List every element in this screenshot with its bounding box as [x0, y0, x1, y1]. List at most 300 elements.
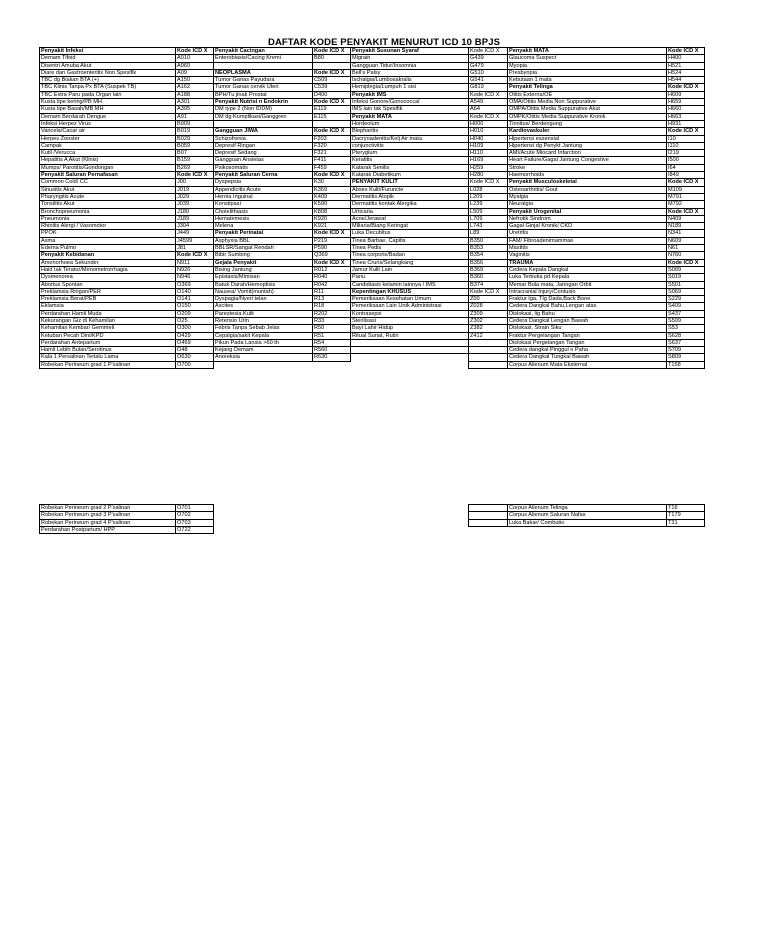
table-row [469, 77, 705, 84]
disease-name-cell [214, 62, 313, 69]
disease-name-cell: Cholelithiasis [214, 208, 313, 215]
table-row [214, 91, 351, 98]
section-header-row [214, 259, 351, 266]
disease-name-cell: Kode ICD X [469, 91, 508, 98]
disease-name-cell: Stroke [508, 164, 667, 171]
table-row [351, 128, 469, 135]
table-row [351, 317, 469, 324]
table-row [351, 332, 469, 339]
disease-name-cell: Penyakit Kebidanan [40, 252, 176, 259]
table-row [351, 215, 469, 222]
icd-code-cell: O300 [176, 325, 214, 332]
disease-name-cell: Jamur Kulit Lain [351, 266, 469, 273]
disease-name-cell: Campak [40, 142, 176, 149]
disease-name-cell: G541 [469, 77, 508, 84]
disease-name-cell: Bising Jantung [214, 266, 313, 273]
table-row [214, 296, 351, 303]
table-row [214, 186, 351, 193]
icd-code-cell: Kode ICD X [313, 259, 351, 266]
icd-code-cell: S809 [667, 354, 705, 361]
table-row [469, 296, 705, 303]
table-row [351, 252, 469, 259]
table-row [469, 142, 705, 149]
icd-code-cell: S509 [667, 317, 705, 324]
table-row [351, 135, 469, 142]
disease-name-cell: Pikun Pada Lansia >60 th [214, 339, 313, 346]
disease-name-cell: Gagal Ginjal Kronik/ CKD [508, 223, 667, 230]
table-row [469, 62, 705, 69]
icd-code-cell: F203 [313, 135, 351, 142]
icd-code-cell: B269 [176, 164, 214, 171]
table-row [214, 157, 351, 164]
table-row [40, 266, 214, 273]
disease-name-cell [351, 339, 469, 346]
disease-name-cell: Hipertensi essensial [508, 135, 667, 142]
disease-name-cell: G819 [469, 84, 508, 91]
table-row [214, 193, 351, 200]
disease-name-cell: TBC Klinis Tanpa Px BTA (Suspek TB) [40, 84, 176, 91]
disease-name-cell: L028 [469, 186, 508, 193]
table-row [40, 303, 214, 310]
disease-name-cell: Panu [351, 274, 469, 281]
icd-code-cell: O630 [176, 354, 214, 361]
disease-name-cell: Tinea Pedis [351, 245, 469, 252]
disease-name-cell: Eklamsia [40, 303, 176, 310]
icd-code-cell: O25 [176, 317, 214, 324]
disease-name-cell: Perdarahan Hamil Muda [40, 310, 176, 317]
disease-name-cell: Kode ICD X [469, 179, 508, 186]
icd-code-cell: S229 [667, 296, 705, 303]
disease-name-cell: Gangguan JIWA [214, 128, 313, 135]
section-header-row [214, 69, 351, 76]
table-row [40, 84, 214, 91]
section-header-row [469, 208, 705, 215]
icd-code-cell: M791 [667, 193, 705, 200]
icd-code-cell: E115 [313, 113, 351, 120]
table-row [40, 55, 214, 62]
icd-code-cell: N926 [176, 266, 214, 273]
table-row [214, 150, 351, 157]
table-row [214, 142, 351, 149]
disease-name-cell: B356 [469, 259, 508, 266]
table-row [469, 325, 705, 332]
table-row [214, 274, 351, 281]
table-row [351, 310, 469, 317]
icd-code-cell: F320 [313, 142, 351, 149]
table-row [40, 164, 214, 171]
disease-name-cell: Dislokasi Pergelangan Tangan [508, 339, 667, 346]
icd-code-cell: S53 [667, 325, 705, 332]
disease-name-cell: Perdarahan Antepartum [40, 339, 176, 346]
icd-code-cell: Kode ICD X [176, 48, 214, 55]
disease-name-cell: Appendicitis Acute [214, 186, 313, 193]
disease-name-cell: Ischalgia/Lumbosakralis [351, 77, 469, 84]
table-row [351, 296, 469, 303]
disease-name-cell: H000 [469, 120, 508, 127]
disease-name-cell: Epistaxis/Mimisan [214, 274, 313, 281]
disease-name-cell: Gangguan Tidur/Insomnia [351, 62, 469, 69]
table-row [469, 69, 705, 76]
icd-code-cell: Kode ICD X [667, 128, 705, 135]
icd-code-cell: T16 [667, 505, 705, 512]
disease-name-cell: L89 [469, 230, 508, 237]
table-row [40, 317, 214, 324]
disease-name-cell: Kekurangan Giz di Kehamilan [40, 317, 176, 324]
icd-code-cell: J449 [176, 230, 214, 237]
disease-name-cell: Penyakit Cacingan [214, 48, 313, 55]
table-row [40, 361, 214, 368]
disease-name-cell: Uretritis [508, 230, 667, 237]
icd-code-cell: R51 [313, 332, 351, 339]
table-row [351, 157, 469, 164]
disease-name-cell: Retensio Urin [214, 317, 313, 324]
icd-code-cell: C509 [313, 77, 351, 84]
disease-name-cell: Haemorrhoids [508, 172, 667, 179]
table-row [40, 296, 214, 303]
disease-name-cell: Myopia [508, 62, 667, 69]
disease-name-cell: Luka Bakar/ Combutio [508, 519, 667, 526]
disease-name-cell: Cedera Kepala Dangkal [508, 266, 667, 273]
section-header-row [469, 48, 705, 55]
table-row [469, 150, 705, 157]
disease-name-cell: BBLSR/Sangat Rendah [214, 245, 313, 252]
disease-name-cell: H259 [469, 164, 508, 171]
disease-name-cell: H010 [469, 128, 508, 135]
icd-code-cell: Kode ICD X [667, 208, 705, 215]
disease-name-cell: Disentri Amuba Akut [40, 62, 176, 69]
table-row [351, 274, 469, 281]
table-row [214, 55, 351, 62]
table-row [214, 303, 351, 310]
disease-name-cell: Herpes Zooster [40, 135, 176, 142]
disease-name-cell: Intracranial Injury/Contusio [508, 288, 667, 295]
disease-name-cell: Cedera dangkal Pinggul n Paha [508, 347, 667, 354]
icd-code-cell: J189 [176, 215, 214, 222]
disease-name-cell: Penyakit Nutrisi n Endokrin [214, 99, 313, 106]
table-row [214, 317, 351, 324]
disease-name-cell: Tonsilitis Akut [40, 201, 176, 208]
disease-name-cell: Preklamsia Berat/PEB [40, 296, 176, 303]
table-row [40, 274, 214, 281]
table-row [214, 208, 351, 215]
icd-code-cell: Kode ICD X [667, 84, 705, 91]
table-row [351, 120, 469, 127]
disease-name-cell: Penyakit Telinga [508, 84, 667, 91]
disease-name-cell: H109 [469, 142, 508, 149]
icd-code-cell: N911 [176, 259, 214, 266]
disease-name-cell: TBC dg Biakan BTA (+) [40, 77, 176, 84]
icd-code-cell: H931 [667, 120, 705, 127]
icd-code-cell: M109 [667, 186, 705, 193]
table-row [469, 135, 705, 142]
icd-code-cell: T31 [667, 519, 705, 526]
table-row [469, 193, 705, 200]
table-row [351, 172, 469, 179]
disease-name-cell: Mumps/ Parotitis/Gondongan [40, 164, 176, 171]
icd-code-cell: F411 [313, 157, 351, 164]
disease-name-cell: Konstipasi [214, 201, 313, 208]
icd-code-cell: O703 [176, 519, 214, 526]
disease-name-cell: L209 [469, 193, 508, 200]
disease-name-cell: Asphyxia BBL [214, 237, 313, 244]
icd-code-cell: A188 [176, 91, 214, 98]
disease-name-cell: B374 [469, 281, 508, 288]
disease-name-cell: Hemiplegia/Lumpuh 1 sisi [351, 84, 469, 91]
icd-code-cell: S409 [667, 303, 705, 310]
table-row [469, 361, 705, 368]
icd-code-cell: I110 [667, 142, 705, 149]
disease-name-cell: TRAUMA [508, 259, 667, 266]
section-header-row [351, 288, 469, 295]
table-row [40, 332, 214, 339]
icd-code-cell: O722 [176, 526, 214, 533]
disease-name-cell [469, 519, 508, 526]
disease-name-cell: Kode ICD X [469, 48, 508, 55]
disease-name-cell: Psikosomatis [214, 164, 313, 171]
column-4-table [468, 47, 705, 369]
icd-code-cell: S437 [667, 310, 705, 317]
icd-code-cell: J029 [176, 193, 214, 200]
disease-name-cell: Robekan Perineum grad 2 P'salinan [40, 505, 176, 512]
icd-code-cell: R202 [313, 310, 351, 317]
icd-code-cell: J180 [176, 208, 214, 215]
icd-code-cell: R18 [313, 303, 351, 310]
column-1-table [39, 47, 214, 369]
disease-name-cell: H169 [469, 157, 508, 164]
table-row [351, 69, 469, 76]
disease-name-cell: H040 [469, 135, 508, 142]
disease-name-cell: Haid tak Teratur/Menometrorrhagia [40, 266, 176, 273]
section-header-row [351, 91, 469, 98]
disease-name-cell: Keratitis [351, 157, 469, 164]
table-row [214, 215, 351, 222]
table-row [40, 128, 214, 135]
icd-code-cell: M792 [667, 201, 705, 208]
disease-name-cell: Tinea corporis/Badan [351, 252, 469, 259]
disease-name-cell [351, 347, 469, 354]
table-row [351, 208, 469, 215]
icd-code-cell: Kode ICD X [667, 259, 705, 266]
section-header-row [214, 230, 351, 237]
disease-name-cell: Tumor Ganas Payudara [214, 77, 313, 84]
disease-name-cell: Perdarahan Postpartum/ HPP [40, 526, 176, 533]
disease-name-cell: Enterobiasis/Cacing Kremi [214, 55, 313, 62]
disease-name-cell [469, 347, 508, 354]
icd-code-cell: S009 [667, 266, 705, 273]
table-row [214, 201, 351, 208]
icd-code-cell: N61 [667, 245, 705, 252]
disease-name-cell: PENYAKIT KULIT [351, 179, 469, 186]
icd-code-cell: J019 [176, 186, 214, 193]
disease-name-cell: Hipertensi dg Penykt Jantung [508, 142, 667, 149]
icd-code-cell: H400 [667, 55, 705, 62]
disease-name-cell: Bayi Lahir Hidup [351, 325, 469, 332]
disease-name-cell: Corpus Alienum Telinga [508, 505, 667, 512]
table-row [351, 237, 469, 244]
icd-code-cell: O429 [176, 332, 214, 339]
disease-name-cell: Robekan Perineum grad 1 P'salinan [40, 361, 176, 368]
disease-name-cell: L239 [469, 201, 508, 208]
icd-code-cell: Kode ICD X [667, 48, 705, 55]
table-row [469, 201, 705, 208]
icd-code-cell: O700 [176, 361, 214, 368]
table-row [469, 230, 705, 237]
icd-code-cell: O209 [176, 310, 214, 317]
table-row [214, 325, 351, 332]
icd-code-cell: H524 [667, 69, 705, 76]
icd-code-cell: O701 [176, 505, 214, 512]
disease-name-cell: Miliaria/Biang Keringat [351, 223, 469, 230]
table-row [40, 186, 214, 193]
section-header-row [469, 84, 705, 91]
disease-name-cell: Dysmenorea [40, 274, 176, 281]
table-row [40, 62, 214, 69]
disease-name-cell: Tinnitus/ Berdengung [508, 120, 667, 127]
disease-name-cell: Nausea/ Vomit(muntah) [214, 288, 313, 295]
table-row [40, 519, 214, 526]
disease-name-cell: Memar Bola mata, Jaringan Orbit [508, 281, 667, 288]
table-row [214, 164, 351, 171]
table-row [469, 106, 705, 113]
table-row [351, 223, 469, 230]
icd-code-cell: I10 [667, 135, 705, 142]
icd-code-cell: I64 [667, 164, 705, 171]
icd-code-cell: I500 [667, 157, 705, 164]
icd-code-cell: Q369 [313, 252, 351, 259]
disease-name-cell: Robekan Perineum grad 3 P'salinan [40, 512, 176, 519]
table-row [469, 186, 705, 193]
icd-code-cell: Kode ICD X [313, 230, 351, 237]
disease-name-cell: Kode ICD X [469, 113, 508, 120]
disease-name-cell: Kutil /Verucca [40, 150, 176, 157]
section-header-row [40, 172, 214, 179]
table-row [214, 310, 351, 317]
table-row [214, 77, 351, 84]
icd-code-cell: C539 [313, 84, 351, 91]
table-row [40, 259, 214, 266]
disease-name-cell: Glaucoma Suspect [508, 55, 667, 62]
table-row [40, 157, 214, 164]
disease-name-cell: Vaginitis [508, 252, 667, 259]
icd-code-cell: Kode ICD X [313, 69, 351, 76]
column-2-table [213, 47, 351, 362]
table-row [40, 99, 214, 106]
table-row [351, 55, 469, 62]
table-row [351, 62, 469, 69]
disease-name-cell: OMA/Otitis Media Non Suppurative [508, 99, 667, 106]
disease-name-cell: Katarak Senilis [351, 164, 469, 171]
disease-name-cell [214, 120, 313, 127]
disease-name-cell: DM type 2 (Non IDDM) [214, 106, 313, 113]
icd-code-cell: H544 [667, 77, 705, 84]
disease-name-cell [469, 361, 508, 368]
icd-code-cell: S069 [667, 288, 705, 295]
disease-name-cell: Penyakit IMS [351, 91, 469, 98]
table-row [40, 339, 214, 346]
disease-name-cell: Kontrasepsi [351, 310, 469, 317]
disease-name-cell: Osteoarthritis/ Gout [508, 186, 667, 193]
table-row [40, 215, 214, 222]
disease-name-cell: Sinusitis Akut [40, 186, 176, 193]
table-row [40, 310, 214, 317]
icd-code-cell: R040 [313, 274, 351, 281]
disease-name-cell: Acne/Jerawat [351, 215, 469, 222]
disease-name-cell: B369 [469, 266, 508, 273]
disease-name-cell: Penyakit Musculoskeletal [508, 179, 667, 186]
disease-name-cell: Demam Tifoid [40, 55, 176, 62]
icd-code-cell: J00 [176, 179, 214, 186]
disease-name-cell: Z382 [469, 325, 508, 332]
icd-code-cell: J039 [176, 201, 214, 208]
icd-code-cell: R012 [313, 266, 351, 273]
disease-name-cell: Presbyopia [508, 69, 667, 76]
disease-name-cell: Pneumonia [40, 215, 176, 222]
disease-name-cell: Melena [214, 223, 313, 230]
table-row [469, 252, 705, 259]
table-row [40, 512, 214, 519]
column-4-extra-table [468, 504, 705, 527]
icd-code-cell: Kode ICD X [313, 48, 351, 55]
table-row [469, 113, 705, 120]
icd-code-cell: A150 [176, 77, 214, 84]
table-row [214, 120, 351, 127]
icd-code-cell: J81 [176, 245, 214, 252]
disease-name-cell: Fraktur Pergelangan Tangan [508, 332, 667, 339]
table-row [351, 84, 469, 91]
icd-code-cell: I219 [667, 150, 705, 157]
icd-code-cell: R11 [313, 288, 351, 295]
disease-name-cell: Depresif Ringan [214, 142, 313, 149]
icd-code-cell: H660 [667, 106, 705, 113]
table-row [40, 526, 214, 533]
table-row [40, 347, 214, 354]
disease-name-cell: Demam Berdarah Dengue [40, 113, 176, 120]
disease-name-cell: DM dg Komplikasi/Ganggren [214, 113, 313, 120]
disease-name-cell: Z00 [469, 296, 508, 303]
disease-name-cell: Bell's Palsy [351, 69, 469, 76]
disease-name-cell: A549 [469, 99, 508, 106]
disease-name-cell: Abses Kulit/Furuncle [351, 186, 469, 193]
icd-code-cell: O469 [176, 339, 214, 346]
icd-code-cell: N609 [667, 237, 705, 244]
disease-name-cell: Katarak Diabetikum [351, 172, 469, 179]
icd-code-cell: A010 [176, 55, 214, 62]
icd-code-cell: Kode ICD X [176, 252, 214, 259]
disease-name-cell: Kode ICD X [469, 288, 508, 295]
table-row [40, 245, 214, 252]
icd-code-cell: B009 [176, 120, 214, 127]
section-header-row [351, 48, 469, 55]
table-row [40, 77, 214, 84]
table-row [214, 106, 351, 113]
table-row [40, 142, 214, 149]
table-row [40, 91, 214, 98]
icd-code-cell: N341 [667, 230, 705, 237]
table-row [40, 106, 214, 113]
disease-name-cell: Pemeriksaan Kesehatan Umum [351, 296, 469, 303]
icd-code-cell: D400 [313, 91, 351, 98]
table-row [351, 259, 469, 266]
disease-name-cell: G439 [469, 55, 508, 62]
icd-code-cell: K590 [313, 201, 351, 208]
disease-name-cell: Z028 [469, 303, 508, 310]
section-header-row [214, 99, 351, 106]
disease-name-cell: Amenorhoea Sekunder [40, 259, 176, 266]
icd-code-cell [313, 62, 351, 69]
disease-name-cell: Diare dan Gastroenteritis Non Spesifik [40, 69, 176, 76]
icd-code-cell: O702 [176, 512, 214, 519]
table-row [40, 135, 214, 142]
